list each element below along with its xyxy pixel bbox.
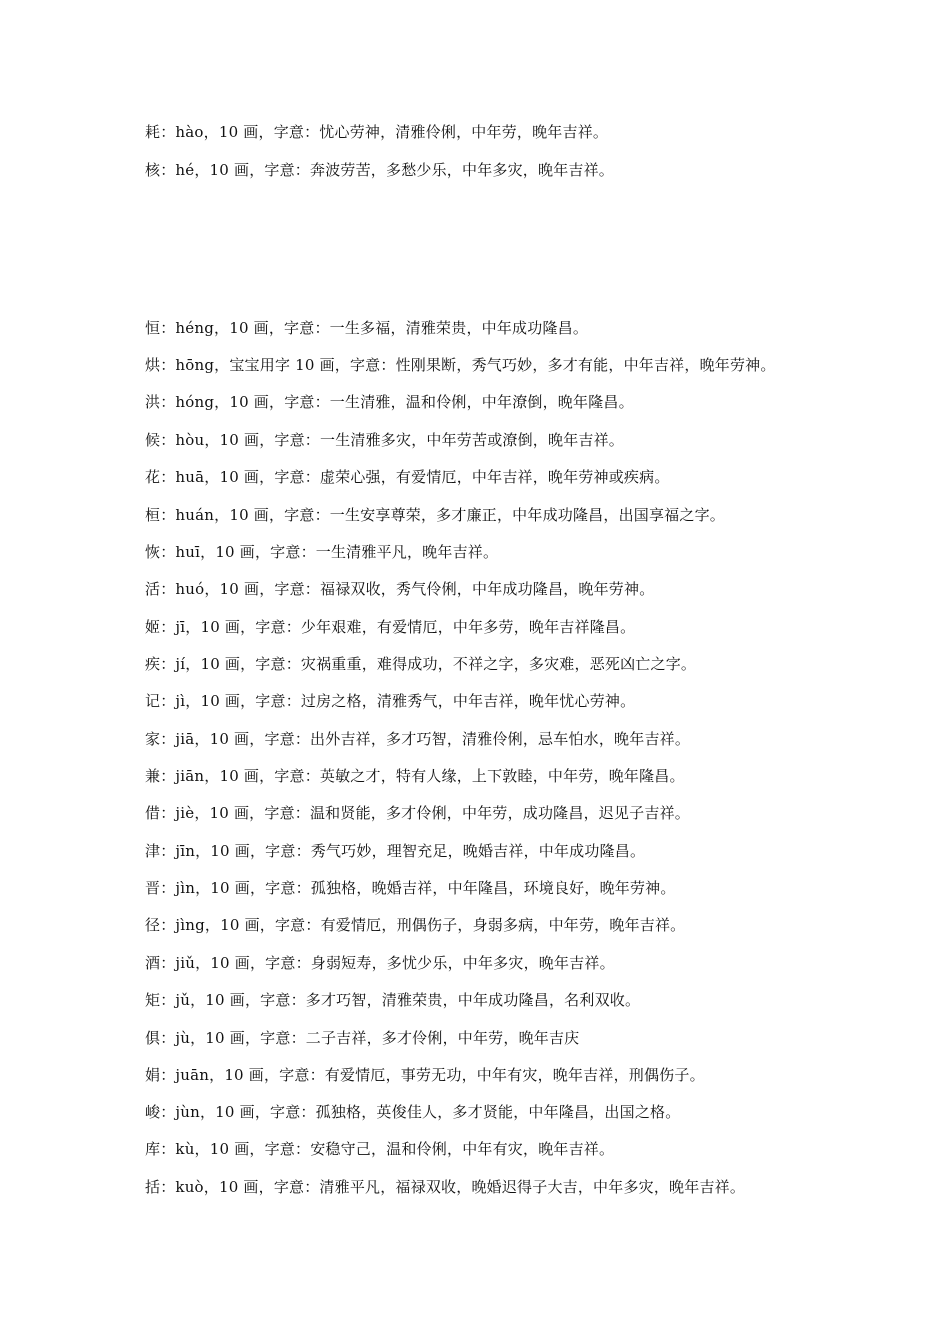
entry-line: 洪：hóng，10 画，字意：一生清雅，温和伶俐，中年潦倒，晚年隆昌。 bbox=[145, 393, 634, 411]
entry-line: 峻：jùn，10 画，字意：孤独格，英俊佳人，多才贤能，中年隆昌，出国之格。 bbox=[145, 1103, 681, 1121]
entry-line: 借：jiè，10 画，字意：温和贤能，多才伶俐，中年劳，成功隆昌，迟见子吉祥。 bbox=[145, 804, 690, 822]
entry-line: 兼：jiān，10 画，字意：英敏之才，特有人缘，上下敦睦，中年劳，晚年隆昌。 bbox=[145, 767, 685, 785]
entry-line: 疾：jí，10 画，字意：灾祸重重，难得成功，不祥之字，多灾难，恶死凶亡之字。 bbox=[145, 655, 697, 673]
entry-line: 耗：hào，10 画，字意：忧心劳神，清雅伶俐，中年劳，晚年吉祥。 bbox=[145, 123, 609, 141]
entry-line: 家：jiā，10 画，字意：出外吉祥，多才巧智，清雅伶俐，忌车怕水，晚年吉祥。 bbox=[145, 730, 691, 748]
entry-line: 径：jìng，10 画，字意：有爱情厄，刑偶伤子，身弱多病，中年劳，晚年吉祥。 bbox=[145, 916, 686, 934]
entry-line: 恢：huī，10 画，字意：一生清雅平凡，晚年吉祥。 bbox=[145, 543, 499, 561]
entry-line: 候：hòu，10 画，字意：一生清雅多灾，中年劳苦或潦倒，晚年吉祥。 bbox=[145, 431, 625, 449]
entry-line: 恒：héng，10 画，字意：一生多福，清雅荣贵，中年成功隆昌。 bbox=[145, 319, 589, 337]
entry-line: 括：kuò，10 画，字意：清雅平凡，福禄双收，晚婚迟得子大吉，中年多灾，晚年吉祥。 bbox=[145, 1178, 746, 1196]
entry-line: 花：huā，10 画，字意：虚荣心强，有爱情厄，中年吉祥，晚年劳神或疾病。 bbox=[145, 468, 670, 486]
entry-line: 津：jīn，10 画，字意：秀气巧妙，理智充足，晚婚吉祥，中年成功隆昌。 bbox=[145, 842, 646, 860]
entry-line: 姬：jī，10 画，字意：少年艰难，有爱情厄，中年多劳，晚年吉祥隆昌。 bbox=[145, 618, 636, 636]
entry-line: 晋：jìn，10 画，字意：孤独格，晚婚吉祥，中年隆昌，环境良好，晚年劳神。 bbox=[145, 879, 676, 897]
entry-line: 记：jì，10 画，字意：过房之格，清雅秀气，中年吉祥，晚年忧心劳神。 bbox=[145, 692, 636, 710]
entry-line: 活：huó，10 画，字意：福禄双收，秀气伶俐，中年成功隆昌，晚年劳神。 bbox=[145, 580, 655, 598]
entry-line: 酒：jiǔ，10 画，字意：身弱短寿，多忧少乐，中年多灾，晚年吉祥。 bbox=[145, 954, 615, 972]
entry-line: 桓：huán，10 画，字意：一生安享尊荣，多才廉正，中年成功隆昌，出国享福之字。 bbox=[145, 506, 725, 524]
entry-line: 矩：jǔ，10 画，字意：多才巧智，清雅荣贵，中年成功隆昌，名利双收。 bbox=[145, 991, 641, 1009]
entry-line: 娟：juān，10 画，字意：有爱情厄，事劳无功，中年有灾，晚年吉祥，刑偶伤子。 bbox=[145, 1066, 705, 1084]
entry-line: 核：hé，10 画，字意：奔波劳苦，多愁少乐，中年多灾，晚年吉祥。 bbox=[145, 161, 614, 179]
entry-line: 俱：jù，10 画，字意：二子吉祥，多才伶俐，中年劳，晚年吉庆 bbox=[145, 1029, 580, 1047]
entry-line: 烘：hōng，宝宝用字 10 画，字意：性刚果断，秀气巧妙，多才有能，中年吉祥，晚年劳神。 bbox=[145, 356, 776, 374]
entry-line: 库：kù，10 画，字意：安稳守己，温和伶俐，中年有灾，晚年吉祥。 bbox=[145, 1140, 615, 1158]
